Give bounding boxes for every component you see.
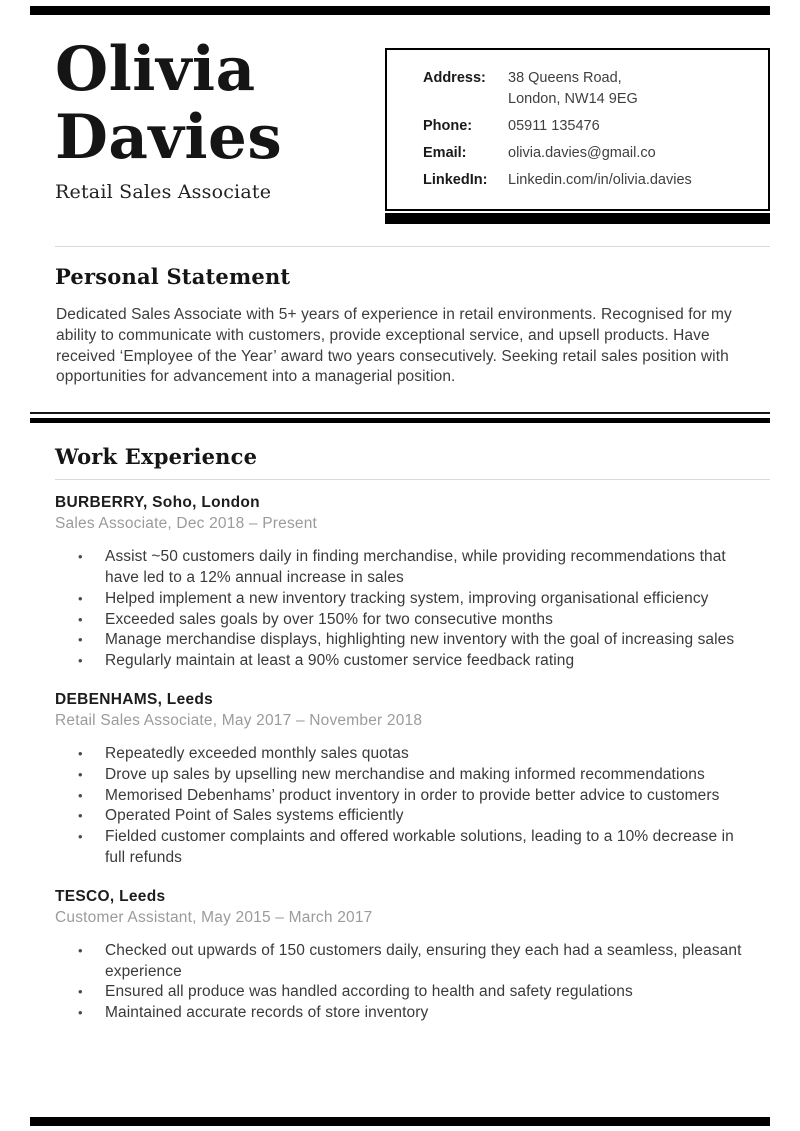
bullet-list [55,941,755,1024]
role-dates: Customer Assistant, May 2015 – March 2017 [55,908,373,926]
bullet-item: • Maintained accurate records of store inventory [55,1003,750,1024]
bullet-item: • Memorised Debenhams’ product inventory in order to provide better advice to customers [55,786,750,807]
role-dates: Sales Associate, Dec 2018 – Present [55,515,318,533]
header-divider [55,246,770,247]
phone-label: Phone: [423,118,473,134]
job-burberry [55,493,755,672]
candidate-name [55,36,282,203]
contact-row-phone [423,116,758,137]
section-divider-double [30,412,770,423]
bullet-item: • Exceeded sales goals by over 150% for two consecutive months [55,610,750,631]
address-line-2: London, NW14 9EG [508,91,638,107]
bullet-item: • Checked out upwards of 150 customers daily, ensuring they each had a seamless, pleasant experience [55,941,750,983]
resume-header [0,0,800,246]
work-experience-section [0,444,800,1024]
work-experience-divider [55,479,770,480]
bullet-item: • Ensured all produce was handled according to health and safety regulations [55,982,750,1003]
company-name: BURBERRY, Soho, London [55,494,260,512]
personal-statement-section [0,264,800,388]
job-debenhams [55,690,755,869]
linkedin-value: Linkedin.com/in/olivia.davies [508,172,692,188]
contact-accent-bar [385,213,770,224]
role-dates: Retail Sales Associate, May 2017 – November 2018 [55,711,423,729]
bullet-item: • Manage merchandise displays, highlighting new inventory with the goal of increasing sales [55,630,750,651]
bullet-item: • Repeatedly exceeded monthly sales quotas [55,744,750,765]
contact-row-email [423,143,758,164]
personal-statement-heading: Personal Statement [55,264,291,289]
bullet-item: • Fielded customer complaints and offered workable solutions, leading to a 10% decrease in full refunds [55,827,750,869]
bullet-item: • Operated Point of Sales systems efficiently [55,806,750,827]
linkedin-label: LinkedIn: [423,172,488,188]
company-name: TESCO, Leeds [55,887,166,905]
candidate-name-line-1: Olivia [55,34,256,105]
job-tesco [55,887,755,1024]
company-name: DEBENHAMS, Leeds [55,690,214,708]
bullet-item: • Drove up sales by upselling new merchandise and making informed recommendations [55,765,750,786]
bullet-list [55,547,755,672]
bottom-accent-bar [30,1117,770,1126]
candidate-name-line-2: Davies [55,102,283,173]
contact-card [385,48,770,211]
address-line-1: 38 Queens Road, [508,70,622,86]
contact-section [385,48,770,224]
bullet-list [55,744,755,869]
phone-value: 05911 135476 [508,118,600,134]
address-label: Address: [423,70,486,86]
email-label: Email: [423,145,467,161]
work-experience-heading: Work Experience [55,444,258,470]
candidate-title: Retail Sales Associate [55,181,272,203]
bullet-item: • Helped implement a new inventory tracking system, improving organisational efficiency [55,589,750,610]
email-value: olivia.davies@gmail.co [508,145,656,161]
bullet-item: • Assist ~50 customers daily in finding merchandise, while providing recommendations that have led to a 12% annual increase in sales [55,547,750,589]
contact-row-linkedin [423,170,758,191]
contact-row-address [423,68,758,110]
bullet-item: • Regularly maintain at least a 90% customer service feedback rating [55,651,750,672]
address-value [508,68,638,110]
personal-statement-text: Dedicated Sales Associate with 5+ years of experience in retail environments. Recognised for my ability to communicate with customers, provide exceptional service, and upsell products. Have received ‘Employee of the Year’ award two years consecutively. Seeking retail sales position with opportunities for advancement into a managerial position. [56,306,732,386]
divider-thick-line [30,418,770,423]
